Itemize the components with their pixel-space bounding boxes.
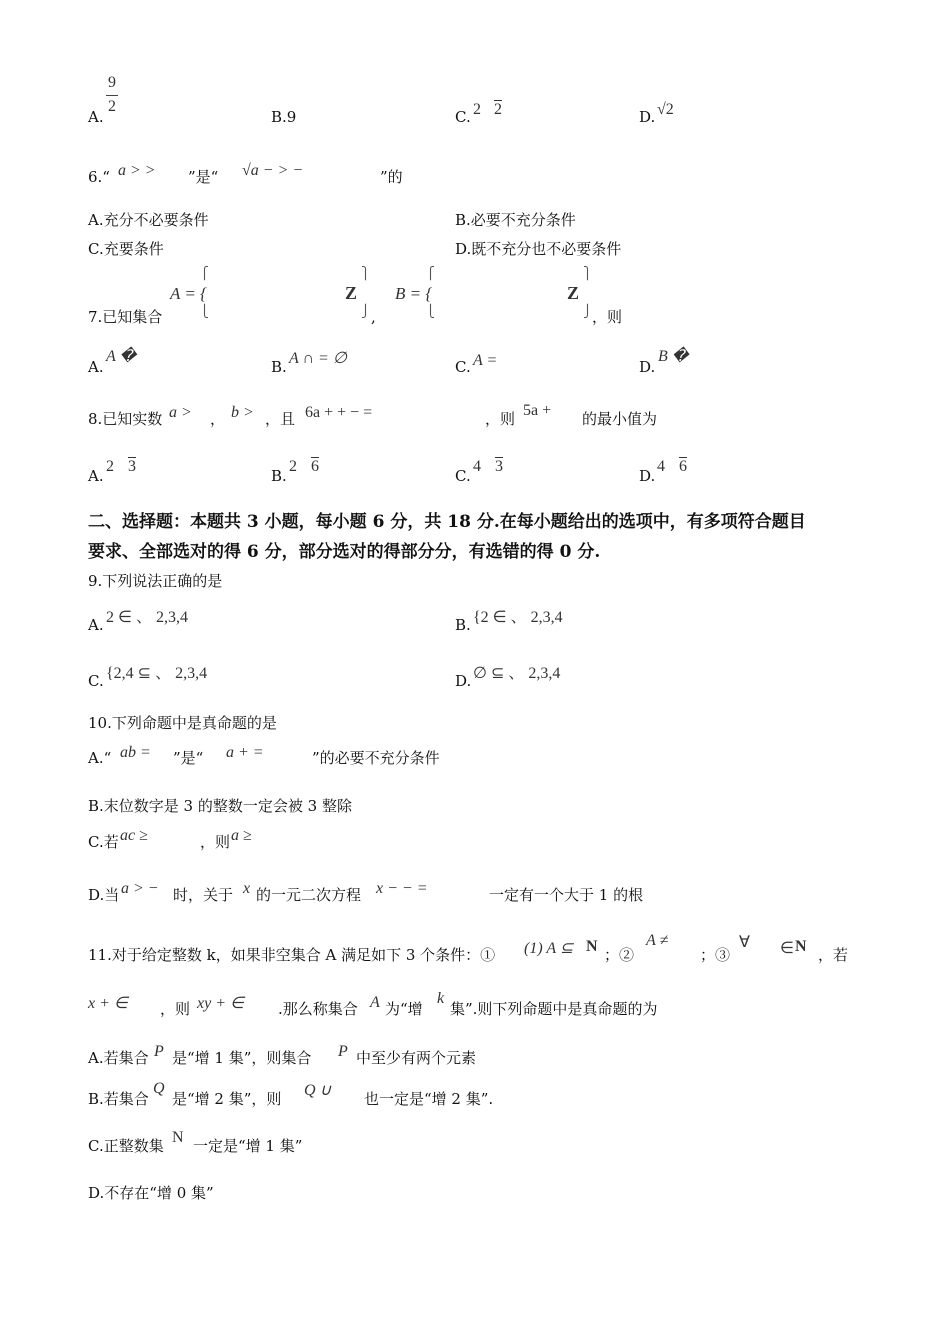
q8-sep-1: ，: [210, 410, 226, 428]
brace-top-right-icon: ⎫: [583, 266, 592, 280]
q11-option-a-mid: 是“增 1 集”，则集合: [172, 1049, 312, 1067]
q10-option-c-math1: ac ≥: [120, 827, 148, 844]
q9-option-c-math: {2,4 ⊆ 、 2,3,4: [106, 665, 208, 682]
q9-option-d-label: D.: [455, 672, 472, 690]
q5-option-a-numerator: 9: [108, 74, 116, 91]
q7-integers-z-2: Z: [567, 283, 580, 303]
q11-option-c-prefix: C.正整数集: [88, 1137, 164, 1155]
q10-option-d-math3: x − − =: [376, 880, 428, 897]
q11-option-b-suffix: 也一定是“增 2 集”.: [364, 1090, 494, 1108]
q11-line-2-end-1: 为“增: [385, 1000, 423, 1018]
q11-option-c-suffix: 一定是“增 1 集”: [193, 1137, 303, 1155]
q11-condition-3: ∀: [739, 934, 750, 951]
q11-line-2-math2: xy + ∈: [197, 995, 244, 1012]
q6-option-a: A.充分不必要条件: [88, 211, 209, 229]
q7-option-d-label: D.: [639, 358, 656, 376]
q9-option-c-label: C.: [88, 672, 104, 690]
q9-option-a-math: 2 ∈ 、 2,3,4: [106, 609, 188, 626]
q8-math-b-gt: b >: [231, 404, 254, 421]
q5-option-c-label: C.: [455, 108, 471, 126]
q6-stem-math2: √a − > −: [242, 162, 304, 179]
q11-line-2-suffix: .那么称集合: [278, 1000, 358, 1018]
q10-option-a-prefix: A.“: [88, 749, 112, 767]
brace-top-right-icon: ⎫: [361, 266, 370, 280]
q6-option-b: B.必要不充分条件: [455, 211, 576, 229]
q11-condition-1-naturals: N: [586, 938, 598, 955]
q11-option-b-math2: Q ∪: [304, 1082, 332, 1099]
fraction-bar: [106, 95, 118, 96]
q11-line-2-end-2: 集”.则下列命题中是真命题的为: [450, 1000, 658, 1018]
q11-option-b-math1: Q: [153, 1080, 165, 1097]
q7-comma: ,: [371, 308, 376, 326]
q5-option-a-denominator: 2: [108, 98, 116, 115]
brace-bottom-right-icon: ⎭: [583, 304, 592, 318]
q11-line-2-set-a: A: [370, 994, 380, 1011]
q10-option-c-mid: ，则: [200, 833, 231, 851]
q7-option-b-label: B.: [271, 358, 287, 376]
q5-option-c-radicand: 2: [494, 101, 502, 118]
q8-option-d-label: D.: [639, 467, 656, 485]
brace-top-icon: ⎧: [200, 266, 209, 280]
q7-set-b: B = {: [395, 284, 433, 303]
q8-option-d-radicand: 6: [679, 458, 687, 475]
q11-line-2-math1: x + ∈: [88, 995, 128, 1012]
q10-option-c-prefix: C.若: [88, 833, 119, 851]
q7-option-d-math: B �: [658, 348, 689, 365]
q10-option-d-prefix: D.当: [88, 886, 120, 904]
q11-condition-3-naturals: N: [795, 938, 807, 955]
q7-option-a-math: A �: [106, 348, 136, 365]
q10-option-d-math1: a > −: [121, 880, 159, 897]
q7-integers-z-1: Z: [345, 283, 358, 303]
q11-line-2-k: k: [437, 990, 445, 1007]
q6-stem-prefix: 6.“: [88, 168, 110, 186]
brace-top-icon: ⎧: [426, 266, 435, 280]
q5-option-a-label: A.: [88, 108, 104, 126]
q8-option-a-label: A.: [88, 467, 104, 485]
q8-option-a-coef: 2: [106, 458, 114, 475]
q7-stem-prefix: 7.已知集合: [88, 308, 163, 326]
q10-stem: 10.下列命题中是真命题的是: [88, 714, 277, 732]
q7-stem-suffix: ，则: [592, 308, 623, 326]
q11-option-a-suffix: 中至少有两个元素: [356, 1049, 477, 1067]
q10-option-d-mid1: 时，关于: [173, 886, 234, 904]
q8-option-a-radicand: 3: [128, 458, 136, 475]
q11-sep-1: ；②: [604, 946, 635, 964]
q11-sep-2: ；③: [700, 946, 731, 964]
q11-line-1-prefix: 11.对于给定整数 k，如果非空集合 A 满足如下 3 个条件：①: [88, 946, 496, 964]
q7-option-a-label: A.: [88, 358, 104, 376]
q11-line-2-mid: ，则: [160, 1000, 191, 1018]
q8-option-b-radicand: 6: [311, 458, 319, 475]
q8-option-c-label: C.: [455, 467, 471, 485]
q10-option-d-mid2: 的一元二次方程: [256, 886, 362, 904]
q7-option-b-math: A ∩ = ∅: [289, 350, 347, 367]
q7-option-c-math: A =: [473, 352, 498, 369]
q8-option-b-coef: 2: [289, 458, 297, 475]
q8-objective-math: 5a +: [523, 402, 552, 419]
q11-option-b-mid: 是“增 2 集”，则: [172, 1090, 282, 1108]
q11-condition-3-in: ∈: [780, 940, 794, 957]
q6-option-d: D.既不充分也不必要条件: [455, 240, 622, 258]
q5-option-c-math: 2: [473, 101, 481, 118]
q11-option-a-math1: P: [154, 1043, 164, 1060]
q6-option-c: C.充要条件: [88, 240, 164, 258]
q8-stem-suffix: 的最小值为: [582, 410, 658, 428]
q6-stem-suffix: ”的: [380, 168, 403, 186]
q10-option-d-math2: x: [243, 880, 251, 897]
q10-option-b: B.末位数字是 3 的整数一定会被 3 整除: [88, 797, 352, 815]
brace-bottom-icon: ⎩: [200, 304, 209, 318]
q8-sep-2: ，且: [265, 410, 296, 428]
q8-sep-3: ，则: [485, 410, 516, 428]
section-2-line-1: 二、选择题：本题共 3 小题，每小题 6 分，共 18 分.在每小题给出的选项中，有多项符合题目: [88, 512, 806, 532]
q10-option-a-math1: ab =: [120, 744, 151, 761]
q6-stem-math1: a > >: [118, 162, 156, 179]
q10-option-a-suffix: ”的必要不充分条件: [312, 749, 440, 767]
q5-option-b: B.9: [271, 108, 297, 126]
q9-stem: 9.下列说法正确的是: [88, 572, 223, 590]
q6-stem-mid: ”是“: [188, 168, 219, 186]
q11-option-a-prefix: A.若集合: [88, 1049, 149, 1067]
q10-option-c-math2: a ≥: [231, 827, 252, 844]
q8-constraint-math: 6a + + − =: [305, 404, 373, 421]
q9-option-b-label: B.: [455, 616, 471, 634]
q9-option-d-math: ∅ ⊆ 、 2,3,4: [473, 665, 561, 682]
q11-option-c-math: N: [172, 1129, 184, 1146]
q10-option-d-suffix: 一定有一个大于 1 的根: [489, 886, 644, 904]
q11-condition-2: A ≠: [646, 932, 669, 949]
q11-condition-1: (1) A ⊆: [524, 940, 574, 957]
q11-line-1-suffix: ，若: [818, 946, 849, 964]
q5-option-d-label: D.: [639, 108, 656, 126]
section-2-line-2: 要求、全部选对的得 6 分，部分选对的得部分分，有选错的得 0 分.: [88, 542, 601, 562]
q8-option-d-coef: 4: [657, 458, 665, 475]
q8-option-b-label: B.: [271, 467, 287, 485]
q7-set-a: A = {: [170, 284, 207, 303]
q10-option-a-math2: a + =: [226, 744, 264, 761]
q11-option-a-math2: P: [338, 1043, 348, 1060]
q11-option-d: D.不存在“增 0 集”: [88, 1184, 214, 1202]
q7-option-c-label: C.: [455, 358, 471, 376]
brace-bottom-right-icon: ⎭: [361, 304, 370, 318]
q8-option-c-radicand: 3: [495, 458, 503, 475]
brace-bottom-icon: ⎩: [426, 304, 435, 318]
q8-math-a-gt: a >: [169, 404, 192, 421]
q9-option-a-label: A.: [88, 616, 104, 634]
q9-option-b-math: {2 ∈ 、 2,3,4: [473, 609, 563, 626]
q11-option-b-prefix: B.若集合: [88, 1090, 149, 1108]
q10-option-a-mid: ”是“: [173, 749, 204, 767]
q5-option-d-math: √2: [657, 101, 674, 118]
q8-option-c-coef: 4: [473, 458, 481, 475]
q8-stem-prefix: 8.已知实数: [88, 410, 163, 428]
